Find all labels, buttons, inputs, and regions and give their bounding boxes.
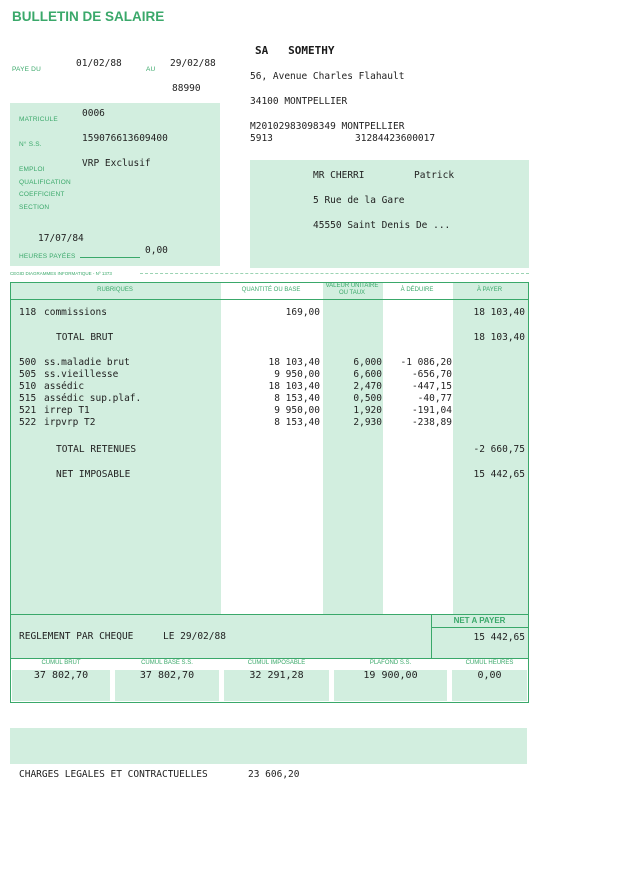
section-label: SECTION <box>19 204 50 211</box>
recipient-city: 45550 Saint Denis De ... <box>313 220 451 231</box>
period-from: 01/02/88 <box>76 58 122 69</box>
header-valeur: VALEUR UNITAIRE OU TAUX <box>325 283 379 296</box>
cumul-value: 32 291,28 <box>249 670 304 681</box>
total-retenues-label: TOTAL RETENUES <box>56 444 137 455</box>
employer-siret: M20102983098349 MONTPELLIER <box>250 121 405 132</box>
deduction-code: 505 <box>19 369 37 380</box>
deduction-taux: 2,470 <box>353 381 382 392</box>
recipient-box <box>250 160 529 268</box>
emploi-value: VRP Exclusif <box>82 158 151 169</box>
deduction-base: 8 153,40 <box>274 417 320 428</box>
deduction-code: 522 <box>19 417 37 428</box>
cumul-label: CUMUL BRUT <box>41 660 81 666</box>
form-ref-divider <box>140 273 529 274</box>
total-brut-value: 18 103,40 <box>473 332 525 343</box>
deduction-taux: 6,000 <box>353 357 382 368</box>
qualification-label: QUALIFICATION <box>19 179 71 186</box>
recipient-firstname: Patrick <box>414 170 455 181</box>
cumul-value: 0,00 <box>477 670 502 681</box>
deduction-taux: 0,500 <box>353 393 382 404</box>
cumul-value: 37 802,70 <box>139 670 195 681</box>
net-a-payer-label: NET A PAYER <box>453 616 506 625</box>
form-reference: CEGID DIAGRAMMES INFORMATIQUE - Nº 1373 <box>10 271 112 276</box>
deduction-amount: -447,15 <box>411 381 452 392</box>
recipient-name: MR CHERRI <box>313 170 365 181</box>
deduction-code: 510 <box>19 381 37 392</box>
document-title: BULLETIN DE SALAIRE <box>12 9 165 24</box>
table-header-line <box>11 299 528 300</box>
reglement-text: REGLEMENT PAR CHEQUE <box>19 631 134 642</box>
col-quantite-bg <box>221 283 323 614</box>
deduction-base: 18 103,40 <box>268 381 320 392</box>
deduction-code: 500 <box>19 357 37 368</box>
total-retenues-value: -2 660,75 <box>473 444 525 455</box>
period-to: 29/02/88 <box>170 58 216 69</box>
col-valeur-bg <box>323 283 383 614</box>
net-imposable-label: NET IMPOSABLE <box>56 469 131 480</box>
deduction-base: 8 153,40 <box>274 393 320 404</box>
cumul-label: CUMUL HEURES <box>465 660 514 666</box>
deduction-label: irrep T1 <box>44 405 90 416</box>
deduction-code: 521 <box>19 405 37 416</box>
nss-label: N° S.S. <box>19 141 42 148</box>
emploi-label: EMPLOI <box>19 166 45 173</box>
net-box-divider <box>431 627 528 628</box>
employer-city: 34100 MONTPELLIER <box>250 96 348 107</box>
deduction-label: assédic sup.plaf. <box>44 393 142 404</box>
deduction-amount: -191,04 <box>411 405 452 416</box>
heures-value: 0,00 <box>145 245 168 256</box>
employer-urssaf: 31284423600017 <box>355 133 436 144</box>
header-quantite: QUANTITÉ OU BASE <box>241 287 301 293</box>
bottom-band <box>10 728 527 764</box>
period-code: 88990 <box>172 83 201 94</box>
line-base: 169,00 <box>285 307 320 318</box>
employee-date: 17/07/84 <box>38 233 84 244</box>
cumul-label: CUMUL BASE S.S. <box>141 660 193 666</box>
heures-dash <box>80 257 140 258</box>
line-code: 118 <box>19 307 37 318</box>
cumul-value: 37 802,70 <box>33 670 89 681</box>
charges-label: CHARGES LEGALES ET CONTRACTUELLES <box>19 769 208 780</box>
period-from-label: PAYE DU <box>12 66 41 73</box>
deduction-code: 515 <box>19 393 37 404</box>
deduction-label: assédic <box>44 381 85 392</box>
employer-name: SA SOMETHY <box>255 44 335 57</box>
cumul-value: 19 900,00 <box>363 670 418 681</box>
employer-address: 56, Avenue Charles Flahault <box>250 71 405 82</box>
deduction-base: 9 950,00 <box>274 369 320 380</box>
deduction-amount: -1 086,20 <box>400 357 452 368</box>
net-imposable-value: 15 442,65 <box>473 469 525 480</box>
matricule-value: 0006 <box>82 108 105 119</box>
employer-ape: 5913 <box>250 133 273 144</box>
header-rubriques: RUBRIQUES <box>97 287 133 293</box>
reglement-date: LE 29/02/88 <box>163 631 226 642</box>
header-payer: À PAYER <box>476 287 503 293</box>
header-deduire: À DÉDUIRE <box>400 287 434 293</box>
recipient-street: 5 Rue de la Gare <box>313 195 405 206</box>
total-brut-label: TOTAL BRUT <box>56 332 114 343</box>
charges-value: 23 606,20 <box>248 769 300 780</box>
net-a-payer-value: 15 442,65 <box>473 632 525 643</box>
deduction-label: ss.maladie brut <box>44 357 130 368</box>
deduction-taux: 1,920 <box>353 405 382 416</box>
deduction-base: 9 950,00 <box>274 405 320 416</box>
nss-value: 159076613609400 <box>82 133 168 144</box>
deduction-taux: 6,600 <box>353 369 382 380</box>
deduction-amount: -656,70 <box>411 369 452 380</box>
deduction-label: ss.vieillesse <box>44 369 119 380</box>
matricule-label: MATRICULE <box>19 116 58 123</box>
period-to-label: AU <box>146 66 156 73</box>
cumul-label: PLAFOND S.S. <box>369 660 412 666</box>
deduction-taux: 2,930 <box>353 417 382 428</box>
deduction-amount: -238,89 <box>411 417 452 428</box>
deduction-label: irpvrp T2 <box>44 417 96 428</box>
line-label: commissions <box>44 307 107 318</box>
col-deduire-bg <box>383 283 453 614</box>
deduction-amount: -40,77 <box>417 393 452 404</box>
heures-label: HEURES PAYÉES <box>19 253 76 260</box>
coefficient-label: COEFFICIENT <box>19 191 65 198</box>
cumul-label: CUMUL IMPOSABLE <box>247 660 306 666</box>
line-payer: 18 103,40 <box>473 307 525 318</box>
deduction-base: 18 103,40 <box>268 357 320 368</box>
